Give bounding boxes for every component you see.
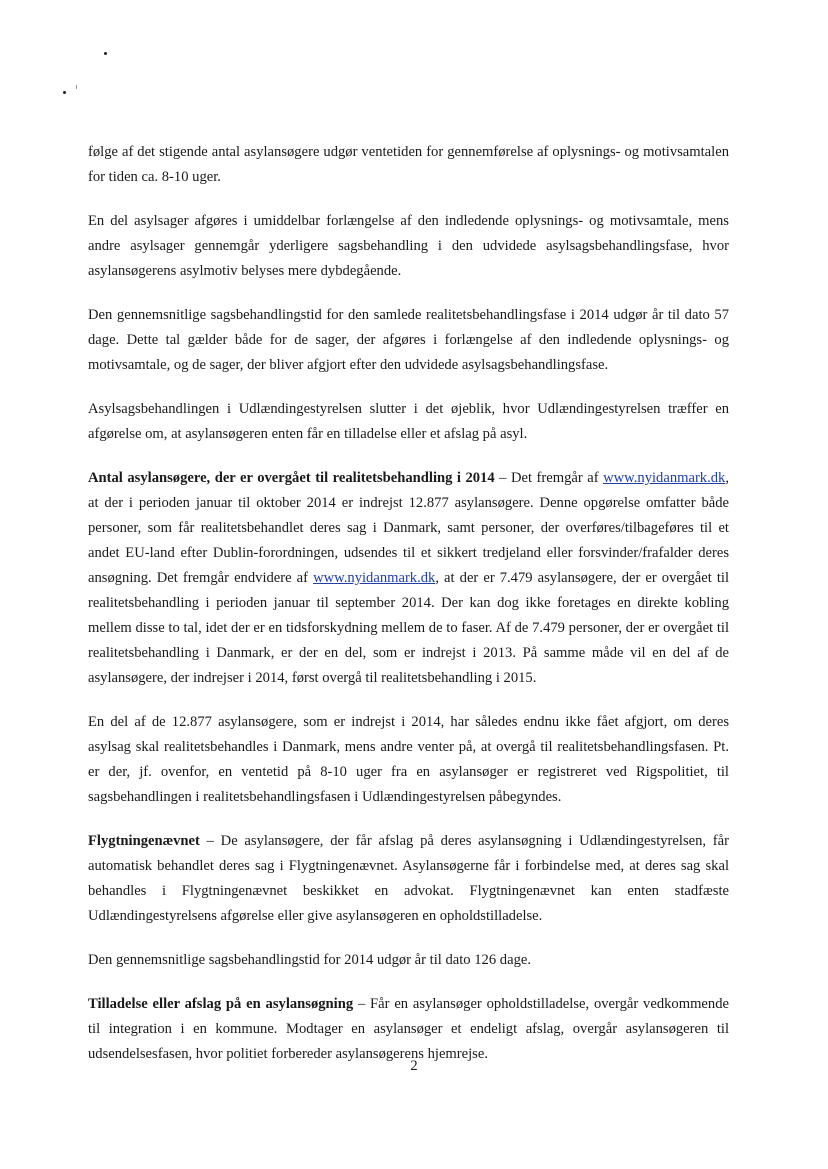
paragraph <box>88 303 729 378</box>
paragraph <box>88 992 729 1067</box>
scan-speck <box>63 91 66 94</box>
website-link[interactable]: www.nyidanmark.dk <box>313 570 436 586</box>
paragraph <box>88 209 729 284</box>
section-heading: Antal asylansøgere, der er overgået til realitetsbehandling i 2014 <box>88 470 495 486</box>
paragraph <box>88 397 729 447</box>
section-heading: Flygtningenævnet <box>88 833 200 849</box>
paragraph-text: følge af det stigende antal asylansøgere udgør ventetiden for gennemførelse af oplysnings- og motivsamtalen for tiden ca. 8-10 uger. <box>88 144 729 185</box>
paragraph-text: Den gennemsnitlige sagsbehandlingstid for 2014 udgør år til dato 126 dage. <box>88 952 531 968</box>
document-body <box>88 140 729 1086</box>
paragraph-text: Den gennemsnitlige sagsbehandlingstid for den samlede realitetsbehandlingsfase i 2014 udgør år til dato 57 dage. Dette tal gælder både for de sager, der afgøres i forlængelse af den indledende oplysnings- og motivsamtale, og de sager, der bliver afgjort efter den udvidede asylsagsbehandlingsfase. <box>88 307 729 373</box>
section-heading: Tilladelse eller afslag på en asylansøgning <box>88 996 354 1012</box>
page-number: 2 <box>410 1058 418 1074</box>
paragraph-text: En del asylsager afgøres i umiddelbar forlængelse af den indledende oplysnings- og motivsamtale, mens andre asylsager gennemgår yderligere sagsbehandling i den udvidede asylsagsbehandlingsfase, hvor asylansøgerens asylmotiv belyses mere dybdegående. <box>88 213 729 279</box>
paragraph-text: – Det fremgår af <box>494 470 604 486</box>
paragraph-text: – Får en asylansøger opholdstilladelse, overgår vedkommende til integration i en kommune. Modtager en asylansøger et endeligt afslag, overgår asylansøgeren til udsendelsesfasen, hvor politiet forbereder asylansøgerens hjemrejse. <box>88 996 729 1062</box>
paragraph <box>88 140 729 190</box>
paragraph <box>88 829 729 929</box>
paragraph <box>88 466 729 691</box>
paragraph-text: – De asylansøgere, der får afslag på deres asylansøgning i Udlændingestyrelsen, får automatisk behandlet deres sag i Flygtningenævnet. Asylansøgerne får i forbindelse med, at deres sag skal behandles i Flygtningenævnet beskikket en advokat. Flygtningenævnet kan enten stadfæste Udlændingestyrelsens afgørelse eller give asylansøgeren en opholdstilladelse. <box>88 833 729 924</box>
paragraph-text: Asylsagsbehandlingen i Udlændingestyrelsen slutter i det øjeblik, hvor Udlændingestyrelsen træffer en afgørelse om, at asylansøgeren enten får en tilladelse eller et afslag på asyl. <box>88 401 729 442</box>
paragraph <box>88 710 729 810</box>
paragraph-text: , at der er 7.479 asylansøgere, der er overgået til realitetsbehandling i perioden januar til september 2014. Der kan dog ikke foretages en direkte kobling mellem disse to tal, idet der er en tidsforskydning mellem de to faser. Af de 7.479 personer, der er overgået til realitetsbehandling i Danmark, er der en del, som er indrejst i 2013. På samme måde vil en del af de asylansøgere, der indrejser i 2014, først overgå til realitetsbehandling i 2015. <box>88 570 730 686</box>
paragraph-text: En del af de 12.877 asylansøgere, som er indrejst i 2014, har således endnu ikke fået afgjort, om deres asylsag skal realitetsbehandles i Danmark, mens andre venter på, at overgå til realitetsbehandlingsfasen. Pt. er der, jf. ovenfor, en ventetid på 8-10 uger fra en asylansøger er registreret ved Rigspolitiet, til sagsbehandlingen i realitetsbehandlingsfasen i Udlændingestyrelsen påbegyndes. <box>88 714 729 805</box>
scan-speck <box>76 85 77 89</box>
scan-speck <box>104 52 107 55</box>
website-link[interactable]: www.nyidanmark.dk <box>603 470 726 486</box>
paragraph-text: , at der i perioden januar til oktober 2014 er indrejst 12.877 asylansøgere. Denne opgørelse omfatter både personer, som får realitetsbehandlet deres sag i Danmark, samt personer, der overføres/tilbageføres til et andet EU-land efter Dublin-forordningen, udsendes til et sikkert tredjeland eller forsvinder/frafalder deres ansøgning. Det fremgår endvidere af <box>88 470 729 586</box>
paragraph <box>88 948 729 973</box>
